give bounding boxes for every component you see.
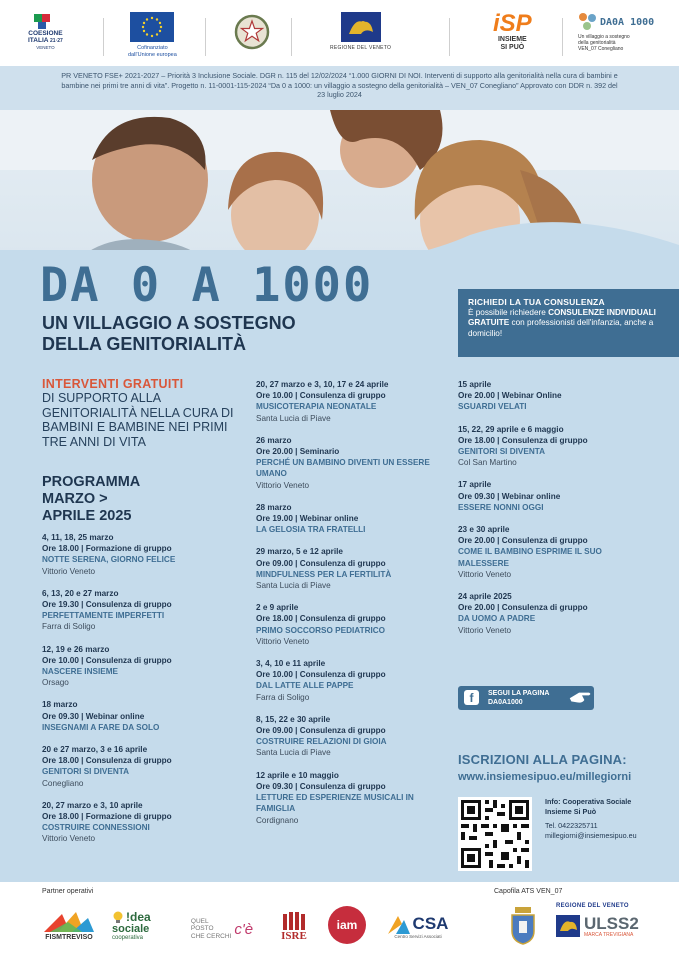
subtitle-line2: DELLA GENITORIALITÀ [42, 334, 246, 354]
event-title: PERCHÉ UN BAMBINO DIVENTI UN ESSERE UMANO [256, 458, 430, 479]
event-item [458, 479, 638, 513]
event-date: 23 e 30 aprile [458, 525, 510, 535]
event-date: 6, 13, 20 e 27 marzo [42, 588, 119, 598]
event-time-type: Ore 18.00 | Formazione di gruppo [42, 544, 172, 554]
isre-text: ISRE [281, 930, 307, 942]
event-item [42, 644, 242, 689]
event-place: Col San Martino [458, 458, 517, 468]
info-phone: Tel. 0422325711 [545, 821, 598, 830]
pointing-hand-icon [565, 684, 595, 706]
da0a1000-mark: DA0A 1000 [600, 16, 655, 28]
free-interventions-text: DI SUPPORTO ALLA GENITORIALITÀ NELLA CURA DI BAMBINI E BAMBINE NEI PRIMI TRE ANNI DI VITA [42, 391, 234, 449]
event-place: Conegliano [42, 778, 84, 788]
csa-sub: Centro Servizi Associati [394, 933, 442, 939]
event-place: Farra di Soligo [42, 622, 96, 632]
event-item [256, 658, 436, 703]
event-place: Santa Lucia di Piave [256, 581, 331, 591]
event-item [256, 714, 436, 759]
event-place: Santa Lucia di Piave [256, 413, 331, 423]
event-time-type: Ore 18.00 | Consulenza di gruppo [256, 614, 386, 624]
da0a1000-line1: Un villaggio a sostegno [578, 34, 630, 40]
quel-line1: QUEL [190, 917, 209, 925]
page-title: DA 0 A 1000 [40, 258, 374, 313]
event-date: 12 aprile e 10 maggio [256, 770, 339, 780]
event-place: Farra di Soligo [256, 692, 310, 702]
fism-text: FISMTREVISO [45, 933, 93, 941]
contact-info [545, 797, 637, 840]
repubblica-emblem [233, 12, 271, 52]
event-title: NOTTE SERENA, GIORNO FELICE [42, 555, 176, 565]
event-date: 15, 22, 29 aprile e 6 maggio [458, 424, 564, 434]
event-place: Santa Lucia di Piave [256, 748, 331, 758]
event-item [458, 591, 638, 636]
event-time-type: Ore 19.30 | Consulenza di gruppo [42, 600, 172, 610]
partner-label: Partner operativi [42, 888, 94, 895]
quel-posto-logo [184, 912, 260, 946]
event-title: MUSICOTERAPIA NEONATALE [256, 402, 377, 412]
event-title: LA GELOSIA TRA FRATELLI [256, 525, 366, 535]
insieme-line1: INSIEME [497, 36, 527, 43]
event-place: Cordignano [256, 815, 299, 825]
programma-line3: APRILE 2025 [42, 508, 132, 524]
facebook-icon: f [464, 690, 479, 705]
event-title: ESSERE NONNI OGGI [458, 502, 544, 512]
events-column-3 [458, 379, 638, 647]
event-item [256, 435, 436, 491]
programma-heading [42, 474, 140, 525]
event-item [42, 532, 242, 577]
isre-mark-icon [281, 910, 307, 930]
consultation-post: con professionisti dell'infanzia, anche a domicilio! [468, 318, 654, 338]
registration-heading: ISCRIZIONI ALLA PAGINA: [458, 752, 627, 767]
event-time-type: Ore 09.00 | Consulenza di gruppo [256, 558, 386, 568]
registration-link[interactable]: www.insiemesipuo.eu/millegiorni [458, 771, 632, 783]
program-description: PR VENETO FSE+ 2021-2027 – Priorità 3 Inclusione Sociale. DGR n. 115 del 12/02/2024 “1.000 GIORNI DI NOI. Interventi di supporto alla genitorialità nella cura di bambini e bambine nei primi tre anni di vita”. Progetto n. 11-0001-115-2024 “Da 0 a 1000: un villaggio a sostegno della genitorialità – VEN_07 Conegliano” Approvato con DDR n. 392 del 23 luglio 2024 [0, 66, 679, 110]
event-title: COSTRUIRE RELAZIONI DI GIOIA [256, 737, 387, 747]
event-item [256, 502, 436, 536]
event-item [42, 744, 242, 789]
csa-mark-icon [388, 914, 410, 934]
insieme-si-puo-logo [493, 12, 532, 52]
event-date: 18 marzo [42, 700, 78, 710]
event-time-type: Ore 18.00 | Consulenza di gruppo [458, 435, 588, 445]
event-date: 4, 11, 18, 25 marzo [42, 533, 114, 542]
idea-line2: sociale [112, 922, 150, 935]
free-interventions-title: INTERVENTI GRATUITI [42, 377, 184, 391]
event-place: Vittorio Veneto [42, 834, 96, 844]
da0a1000-line3: VEN_07 Conegliano [578, 46, 624, 52]
event-place: Orsago [42, 678, 69, 688]
lightbulb-icon [112, 910, 124, 924]
event-item [256, 379, 436, 424]
event-date: 26 marzo [256, 435, 292, 445]
event-date: 24 aprile 2025 [458, 592, 512, 602]
event-title: DA UOMO A PADRE [458, 614, 536, 624]
header-divider [103, 18, 104, 56]
event-time-type: Ore 09.30 | Consulenza di gruppo [256, 781, 386, 791]
footer-partners [0, 882, 679, 960]
facebook-line1: SEGUI LA PAGINA [488, 690, 550, 697]
event-place: Vittorio Veneto [256, 636, 310, 646]
programma-line2: MARZO > [42, 491, 108, 507]
info-line1: Info: Cooperativa Sociale [545, 797, 632, 806]
info-line2: Insieme Si Può [545, 806, 597, 816]
event-date: 2 e 9 aprile [256, 603, 299, 613]
ulss-sub: MARCA TREVIGIANA [584, 931, 634, 938]
info-email[interactable]: millegiorni@insiemesipuo.eu [545, 830, 637, 840]
event-time-type: Ore 10.00 | Consulenza di gruppo [256, 670, 386, 680]
consultation-box [458, 289, 679, 357]
event-place: Vittorio Veneto [458, 569, 512, 579]
fism-logo [40, 904, 98, 944]
quel-line2: POSTO [190, 925, 214, 933]
event-time-type: Ore 10.00 | Consulenza di gruppo [256, 391, 386, 401]
quel-mark-icon: c'è [234, 920, 254, 938]
iam-text: iam [336, 918, 358, 932]
comune-crest [506, 904, 540, 948]
eu-flag-icon [130, 12, 174, 42]
event-time-type: Ore 09.00 | Consulenza di gruppo [256, 726, 386, 736]
event-time-type: Ore 18.00 | Formazione di gruppo [42, 812, 172, 822]
event-title: GENITORI SI DIVENTA [458, 447, 546, 457]
ulss-text: ULSS2 [584, 913, 639, 933]
eu-line2: dall'Unione europea [128, 51, 177, 58]
page-subtitle [42, 313, 296, 355]
event-item [42, 699, 242, 733]
coesione-mark-icon [32, 12, 58, 30]
event-item [42, 800, 242, 845]
event-date: 20, 27 marzo e 3, 10, 17 e 24 aprile [256, 380, 389, 389]
isre-logo [276, 906, 312, 946]
coesione-line1: COESIONE [28, 30, 63, 37]
event-time-type: Ore 09.30 | Webinar online [42, 711, 145, 721]
event-time-type: Ore 19.00 | Webinar online [256, 514, 359, 524]
event-place: Vittorio Veneto [458, 625, 512, 635]
event-item [256, 546, 436, 591]
regione-lion-icon [556, 915, 580, 937]
coesione-italia-logo [28, 12, 63, 50]
event-title: INSEGNAMI A FARE DA SOLO [42, 722, 160, 732]
event-title: PERFETTAMENTE IMPERFETTI [42, 611, 165, 621]
da0a1000-line2: della genitorialità [578, 40, 616, 46]
event-date: 20 e 27 marzo, 3 e 16 aprile [42, 745, 148, 755]
csa-text: CSA [412, 913, 449, 933]
event-time-type: Ore 09.30 | Webinar online [458, 491, 561, 501]
event-date: 12, 19 e 26 marzo [42, 644, 110, 654]
header-divider [449, 18, 450, 56]
event-title: SGUARDI VELATI [458, 402, 527, 412]
event-item [256, 602, 436, 647]
quel-line3: CHE CERCHI [190, 932, 232, 940]
coesione-line3: 21·27 [50, 38, 63, 44]
header-logos [0, 0, 679, 66]
iam-logo [328, 906, 366, 944]
event-time-type: Ore 18.00 | Consulenza di gruppo [42, 756, 172, 766]
events-column-2 [256, 379, 436, 837]
facebook-line2: DA0A1000 [488, 698, 523, 706]
event-item [458, 524, 638, 580]
coesione-line4: VENETO [36, 45, 55, 50]
ulss2-logo [556, 888, 676, 952]
insieme-line2: SI PUÒ [500, 44, 525, 51]
fism-mark-icon [42, 908, 96, 934]
eu-logo [128, 12, 177, 58]
event-item [458, 424, 638, 469]
consultation-pre: È possibile richiedere [468, 307, 549, 317]
crest-icon [510, 907, 536, 945]
csa-logo [378, 908, 458, 944]
isp-mark-icon: iSP [493, 10, 532, 37]
header-divider [205, 18, 206, 56]
da0a1000-logo [578, 12, 654, 52]
village-mark-icon [578, 12, 598, 32]
idea-line1: !dea [126, 909, 151, 924]
event-date: 29 marzo, 5 e 12 aprile [256, 547, 343, 557]
event-item [42, 588, 242, 633]
regione-veneto-logo [330, 12, 391, 51]
capofila-label: Capofila ATS VEN_07 [494, 888, 563, 895]
event-item [458, 379, 638, 413]
italian-emblem-icon [233, 12, 271, 52]
eu-line1: Cofinanziato [137, 45, 168, 51]
coesione-line2: ITALIA [28, 37, 49, 44]
event-title: COSTRUIRE CONNESSIONI [42, 823, 150, 833]
event-time-type: Ore 10.00 | Consulenza di gruppo [42, 655, 172, 665]
header-divider [291, 18, 292, 56]
event-date: 17 aprile [458, 480, 492, 490]
event-title: DAL LATTE ALLE PAPPE [256, 681, 354, 691]
event-time-type: Ore 20.00 | Seminario [256, 447, 340, 457]
event-date: 15 aprile [458, 380, 492, 389]
idea-line3: cooperativa [112, 934, 144, 941]
event-time-type: Ore 20.00 | Webinar Online [458, 391, 562, 401]
event-time-type: Ore 20.00 | Consulenza di gruppo [458, 536, 588, 546]
event-date: 8, 15, 22 e 30 aprile [256, 714, 331, 724]
regione-label: REGIONE DEL VENETO [330, 45, 392, 51]
winged-lion-icon [341, 12, 381, 42]
event-place: Vittorio Veneto [256, 480, 310, 490]
regione-veneto-text: REGIONE DEL VENETO [556, 902, 629, 909]
programma-line1: PROGRAMMA [42, 474, 141, 490]
event-title: PRIMO SOCCORSO PEDIATRICO [256, 625, 386, 635]
event-date: 20, 27 marzo e 3, 10 aprile [42, 800, 143, 810]
event-date: 28 marzo [256, 502, 292, 512]
idea-sociale-logo [112, 904, 172, 946]
subtitle-line1: UN VILLAGGIO A SOSTEGNO [42, 313, 296, 333]
event-item [256, 770, 436, 826]
event-time-type: Ore 20.00 | Consulenza di gruppo [458, 603, 588, 613]
header-divider [562, 18, 563, 56]
event-title: LETTURE ED ESPERIENZE MUSICALI IN FAMIGLIA [256, 793, 414, 814]
event-date: 3, 4, 10 e 11 aprile [256, 659, 326, 669]
qr-code-icon[interactable] [458, 797, 532, 871]
event-title: GENITORI SI DIVENTA [42, 767, 130, 777]
event-title: NASCERE INSIEME [42, 667, 118, 677]
event-place: Vittorio Veneto [42, 566, 96, 576]
consultation-heading: RICHIEDI LA TUA CONSULENZA [468, 297, 605, 307]
events-column-1 [42, 532, 242, 856]
event-title: MINDFULNESS PER LA FERTILITÀ [256, 569, 392, 579]
consultation-bold: CONSULENZE INDIVIDUALI GRATUITE [468, 307, 656, 327]
event-title: COME IL BAMBINO ESPRIME IL SUO MALESSERE [458, 547, 602, 568]
